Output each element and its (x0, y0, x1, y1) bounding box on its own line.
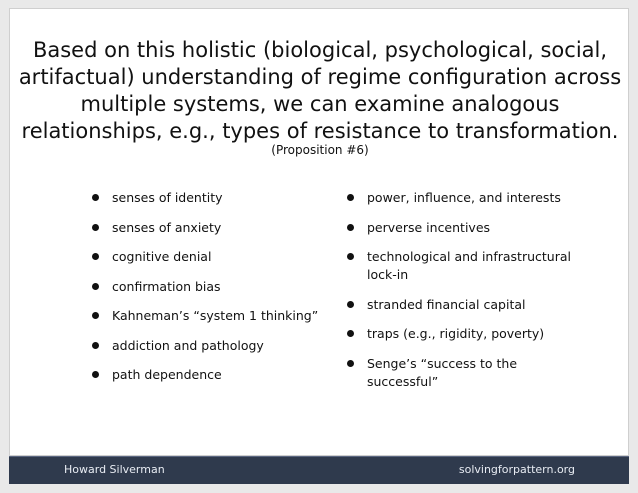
list-item: technological and infrastructural lock-in (347, 248, 587, 284)
list-item: stranded financial capital (347, 296, 587, 314)
footer-site: solvingforpattern.org (458, 463, 575, 476)
list-item: power, influence, and interests (347, 189, 587, 207)
list-item: Senge’s “success to the successful” (347, 355, 587, 391)
slide (9, 8, 629, 456)
footer-author: Howard Silverman (64, 463, 165, 476)
list-item: perverse incentives (347, 219, 587, 237)
list-item: cognitive denial (92, 248, 352, 266)
slide-subtitle: (Proposition #6) (271, 143, 369, 157)
list-item: senses of anxiety (92, 219, 352, 237)
slide-title: Based on this holistic (biological, psychological, social, artifactual) understanding of regime configuration across multiple systems, we can examine analogous relationships, e.g., types of resistance to transformation. (18, 38, 622, 143)
list-item: senses of identity (92, 189, 352, 207)
footer-bar (9, 456, 629, 484)
list-item: Kahneman’s “system 1 thinking” (92, 307, 352, 325)
list-item: confirmation bias (92, 278, 352, 296)
left-bullet-list (92, 189, 352, 396)
right-bullet-list (347, 189, 587, 402)
list-item: traps (e.g., rigidity, poverty) (347, 325, 587, 343)
list-item: addiction and pathology (92, 337, 352, 355)
list-item: path dependence (92, 366, 352, 384)
